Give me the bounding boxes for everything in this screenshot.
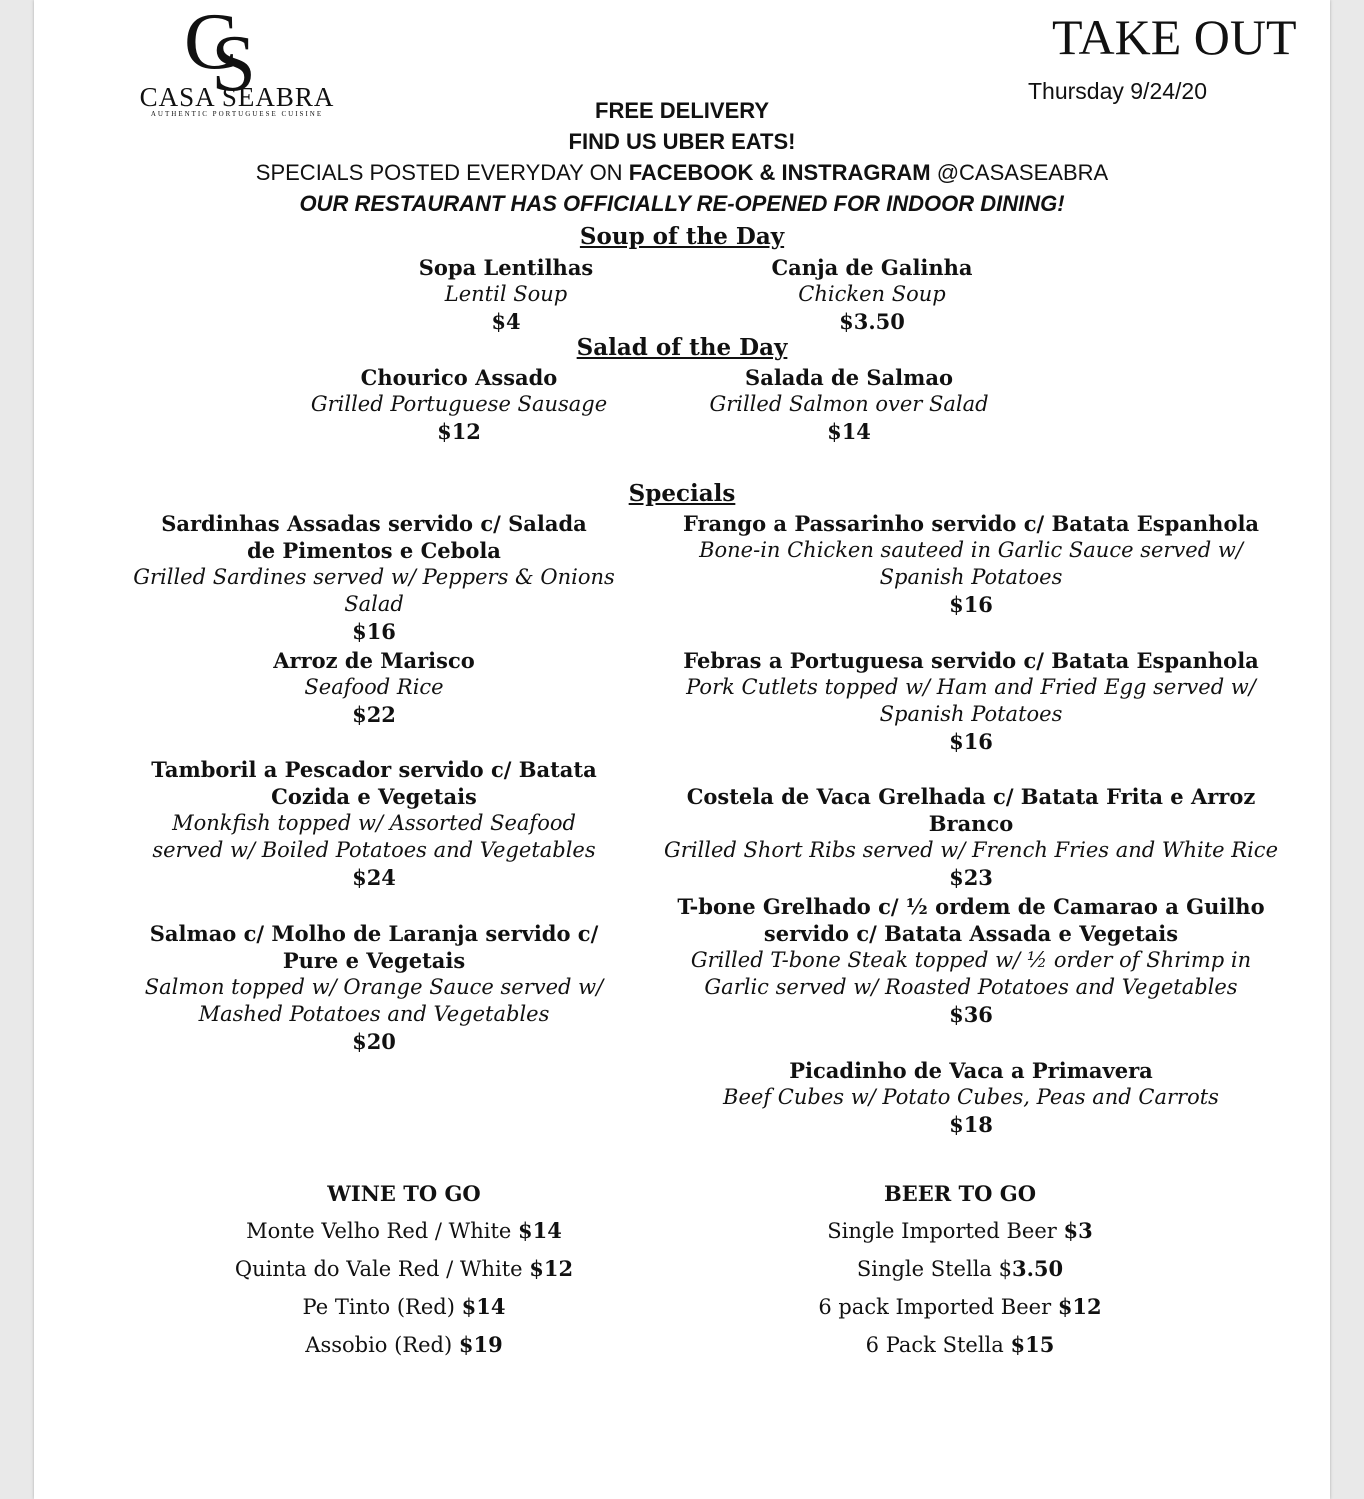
menu-date: Thursday 9/24/20 [1028, 78, 1208, 104]
row-label: Quinta do Vale Red / White [234, 1257, 530, 1281]
beer-row [770, 1250, 1150, 1288]
item-name: Tamboril a Pescador servido c/ Batata Cozida e Vegetais [151, 757, 597, 809]
menu-page [34, 0, 1330, 1499]
beer-row [770, 1212, 1150, 1250]
row-price: $14 [518, 1218, 562, 1243]
reopen-notice: OUR RESTAURANT HAS OFFICIALLY RE-OPENED FOR INDOOR DINING! [299, 191, 1065, 216]
row-price: $19 [458, 1332, 503, 1357]
item-desc: Lentil Soup [444, 282, 568, 306]
logo-name: CASA SEABRA [139, 82, 335, 112]
item-desc: Monkfish topped w/ Assorted Seafood served w/ Boiled Potatoes and Vegetables [152, 811, 596, 862]
wine-row [214, 1288, 594, 1326]
social-handle: @CASASEABRA [930, 160, 1109, 185]
item-desc: Beef Cubes w/ Potato Cubes, Peas and Carrots [723, 1085, 1219, 1109]
special-item [656, 647, 1286, 755]
item-name: Arroz de Marisco [273, 648, 475, 673]
item-price: $12 [437, 419, 481, 444]
item-price: $16 [949, 592, 993, 617]
item-name: Sopa Lentilhas [418, 255, 594, 280]
logo-tagline: AUTHENTIC PORTUGUESE CUISINE [150, 110, 324, 118]
row-price: $3 [1063, 1218, 1093, 1243]
special-item [656, 783, 1286, 891]
item-desc: Pork Cutlets topped w/ Ham and Fried Egg served w/ Spanish Potatoes [686, 675, 1256, 726]
row-price: $12 [529, 1256, 574, 1281]
item-name: Picadinho de Vaca a Primavera [789, 1058, 1153, 1083]
row-label: Assobio (Red) [305, 1333, 459, 1357]
item-name: Salmao c/ Molho de Laranja servido c/ Pure e Vegetais [149, 921, 599, 973]
item-price: $18 [949, 1112, 993, 1137]
item-price: $22 [352, 702, 396, 727]
uber-eats: FIND US UBER EATS! [568, 129, 796, 154]
item-name: Febras a Portuguesa servido c/ Batata Espanhola [683, 648, 1259, 673]
salad-item [304, 364, 614, 445]
row-label: 6 pack Imported Beer [818, 1295, 1058, 1319]
salad-item [694, 364, 1004, 445]
specials-heading: Specials [628, 480, 736, 507]
special-item [656, 1057, 1286, 1138]
social-platforms: FACEBOOK & INSTRAGRAM [628, 160, 931, 185]
page-title: TAKE OUT [1052, 9, 1297, 65]
row-label: Single Stella $ [856, 1257, 1012, 1281]
item-desc: Chicken Soup [798, 282, 946, 306]
item-desc: Grilled Sardines served w/ Peppers & Onions Salad [133, 565, 615, 616]
item-price: $3.50 [839, 309, 905, 334]
item-price: $16 [352, 619, 396, 644]
soup-item [752, 254, 992, 335]
row-label: Single Imported Beer [827, 1219, 1064, 1243]
item-name: Sardinhas Assadas servido c/ Salada de Pimentos e Cebola [161, 511, 587, 563]
item-price: $14 [827, 419, 871, 444]
item-name: Canja de Galinha [771, 255, 973, 280]
item-price: $4 [491, 309, 521, 334]
wine-heading: WINE TO GO [327, 1181, 481, 1206]
row-price: $15 [1010, 1332, 1055, 1357]
row-label: Monte Velho Red / White [246, 1219, 519, 1243]
row-price: $14 [461, 1294, 506, 1319]
beer-row [770, 1326, 1150, 1364]
special-item [114, 510, 634, 645]
salad-heading: Salad of the Day [576, 334, 788, 361]
item-price: $36 [949, 1002, 993, 1027]
row-price: $12 [1057, 1294, 1102, 1319]
wine-row [214, 1326, 594, 1364]
item-name: Chourico Assado [360, 365, 558, 390]
beer-heading: BEER TO GO [884, 1181, 1036, 1206]
wine-row [214, 1212, 594, 1250]
item-desc: Grilled Salmon over Salad [709, 392, 989, 416]
row-label: 6 Pack Stella [865, 1333, 1011, 1357]
soup-item [396, 254, 616, 335]
special-item [114, 920, 634, 1055]
beer-row [770, 1288, 1150, 1326]
wine-row [214, 1250, 594, 1288]
special-item [656, 510, 1286, 618]
soup-heading: Soup of the Day [579, 223, 785, 250]
social-line [34, 160, 1330, 186]
item-price: $16 [949, 729, 993, 754]
item-desc: Salmon topped w/ Orange Sauce served w/ Mashed Potatoes and Vegetables [144, 975, 604, 1026]
row-price: 3.50 [1011, 1256, 1064, 1281]
item-desc: Grilled Short Ribs served w/ French Fries and White Rice [664, 838, 1278, 862]
special-item [114, 756, 634, 891]
item-desc: Grilled T-bone Steak topped w/ ½ order of Shrimp in Garlic served w/ Roasted Potatoes and Vegetables [690, 948, 1252, 999]
logo-initial-s: S [211, 20, 230, 108]
item-desc: Grilled Portuguese Sausage [310, 392, 608, 416]
special-item [646, 893, 1296, 1028]
beer-list [770, 1176, 1150, 1364]
item-price: $20 [352, 1029, 396, 1054]
special-item [114, 647, 634, 728]
item-desc: Bone-in Chicken sauteed in Garlic Sauce served w/ Spanish Potatoes [699, 538, 1243, 589]
item-desc: Seafood Rice [304, 675, 444, 699]
item-name: Costela de Vaca Grelhada c/ Batata Frita e Arroz Branco [686, 784, 1256, 836]
social-pre: SPECIALS POSTED EVERYDAY ON [255, 160, 629, 185]
wine-list [214, 1176, 594, 1364]
item-price: $23 [949, 865, 993, 890]
item-name: T-bone Grelhado c/ ½ ordem de Camarao a Guilho servido c/ Batata Assada e Vegetais [677, 894, 1265, 946]
item-name: Salada de Salmao [745, 365, 953, 390]
free-delivery: FREE DELIVERY [595, 98, 769, 123]
row-label: Pe Tinto (Red) [302, 1295, 462, 1319]
item-name: Frango a Passarinho servido c/ Batata Espanhola [682, 511, 1260, 536]
item-price: $24 [352, 865, 396, 890]
logo-initial-c: C [184, 0, 212, 86]
logo-initials [184, 0, 230, 108]
